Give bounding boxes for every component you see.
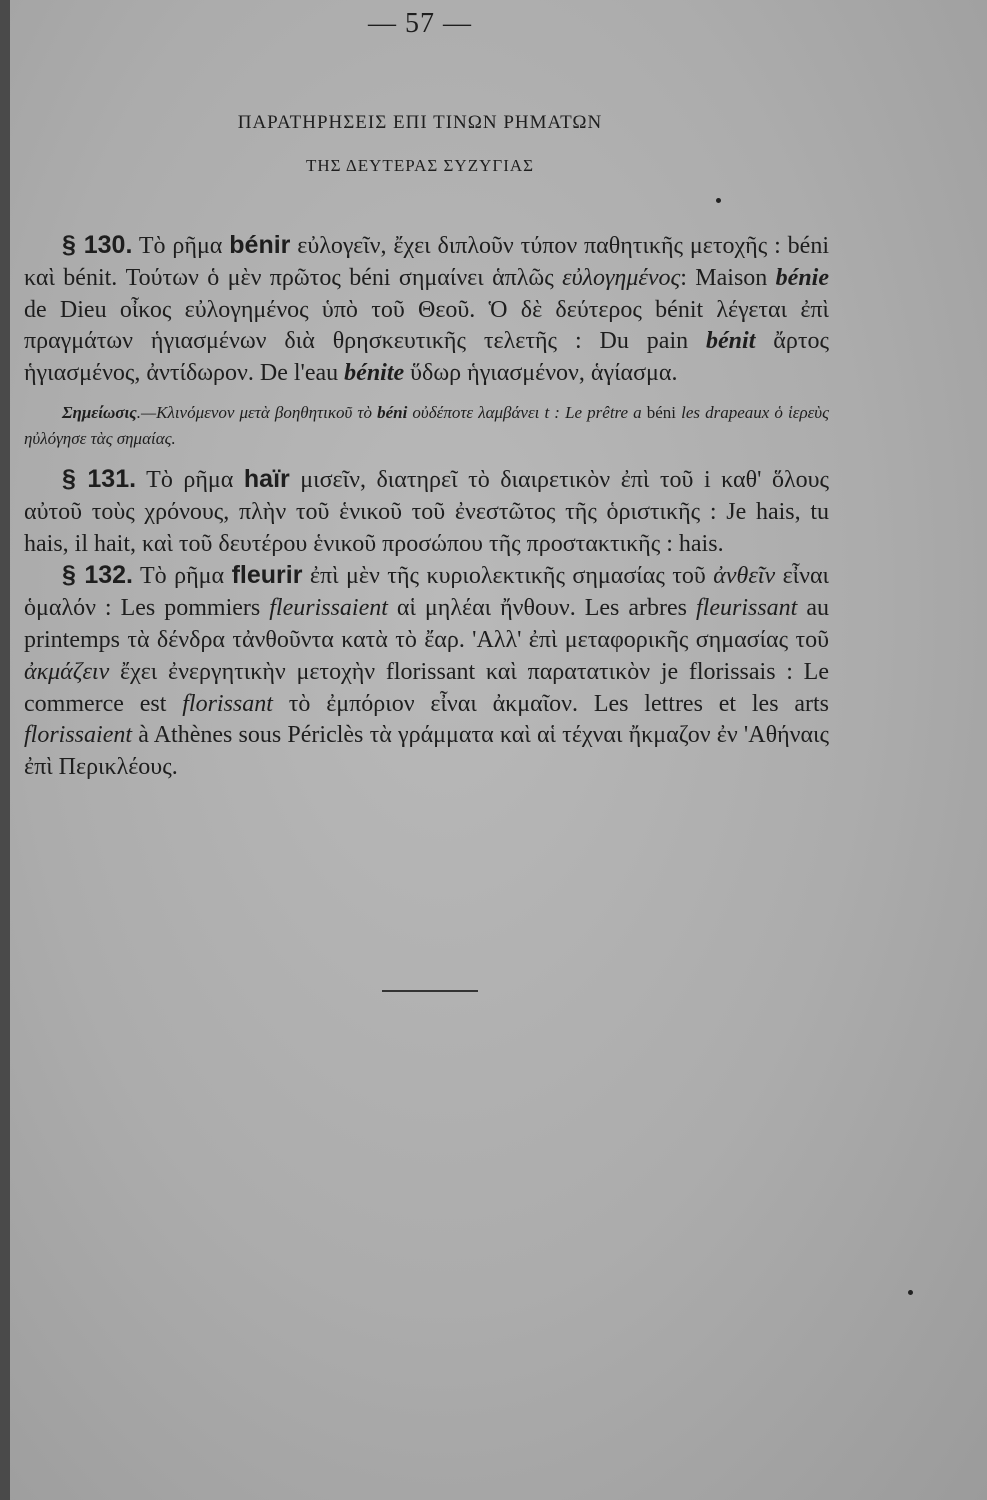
text-run: εἶναι ὁμαλόν : Les pommiers xyxy=(24,563,829,622)
section-mark: § 131. xyxy=(62,464,137,493)
italic-term: ἀνθεῖν xyxy=(713,563,776,590)
heading-line-2: ΤΗΣ ΔΕΥΤΕΡΑΣ ΣΥΖΥΓΙΑΣ xyxy=(305,156,535,175)
bold-italic-term: bénite xyxy=(344,360,405,387)
verb-term: bénir xyxy=(229,231,291,259)
text-run: εὐλογεῖν, ἔχει διπλοῦν τύπον παθητικῆς μετοχῆς : béni καὶ bénit. Τούτων ὁ μὲν πρῶτος béni σημαίνει ἁπλῶς xyxy=(24,233,829,291)
ink-speck xyxy=(908,1290,913,1295)
text-run: au printemps τὰ δένδρα τἀνθοῦντα κατὰ τὸ ἔαρ. 'Αλλ' ἐπὶ μεταφορικῆς σημασίας τοῦ xyxy=(24,595,829,653)
italic-term: εὐλογημένος xyxy=(562,264,681,291)
section-mark: § 130. xyxy=(62,231,133,259)
text-run: : Maison xyxy=(680,264,776,291)
text-run: ἄρτος ἡγιασμένος, ἀντίδωρον. De l'eau xyxy=(24,328,829,387)
text-run: Τὸ ρῆμα xyxy=(132,233,230,259)
text-run: à Athènes sous Périclès τὰ γράμματα καὶ αἱ τέχναι ἤκμαζον ἐν 'Αθήναις ἐπὶ Περικλέους. xyxy=(24,722,829,781)
page-edge-shadow xyxy=(0,0,10,1500)
text-run: Τὸ ρῆμα xyxy=(136,466,244,493)
text-run: .—Κλινόμενον μετὰ βοηθητικοῦ τὸ xyxy=(136,402,378,422)
closing-rule xyxy=(382,990,478,992)
italic-term: florissaient xyxy=(24,722,133,749)
italic-term: fleurissaient xyxy=(269,595,388,622)
italic-term: florissant xyxy=(182,690,273,717)
page-number: — 57 — xyxy=(368,8,472,39)
plain-term: béni xyxy=(646,402,677,422)
paragraph-130 xyxy=(24,230,829,390)
paragraph-132 xyxy=(24,560,829,784)
italic-term: ἀκμάζειν xyxy=(24,658,110,685)
bold-italic-term: bénie xyxy=(775,264,829,291)
text-run: Τὸ ρῆμα xyxy=(132,563,232,590)
text-run: τὸ ἐμπόριον εἶναι ἀκμαῖον. Les lettres et les arts xyxy=(272,690,829,717)
text-run: de Dieu οἶκος εὐλογημένος ὑπὸ τοῦ Θεοῦ. Ὁ δὲ δεύτερος bénit λέγεται ἐπὶ πραγμάτων ἡγιασμένων διὰ θρησκευτικῆς τελετῆς : Du pain xyxy=(24,296,829,355)
note-heading: Σημείωσις xyxy=(62,402,137,422)
paragraph-131 xyxy=(24,464,829,560)
bold-italic-term: bénit xyxy=(706,328,756,355)
heading-line-1: ΠΑΡΑΤΗΡΗΣΕΙΣ ΕΠΙ ΤΙΝΩΝ ΡΗΜΑΤΩΝ xyxy=(237,112,603,133)
text-run: οὐδέποτε λαμβάνει t : Le prêtre a xyxy=(407,402,647,422)
verb-term: fleurir xyxy=(231,561,303,590)
verb-term: haïr xyxy=(243,464,290,493)
text-run: αἱ μηλέαι ἤνθουν. Les arbres xyxy=(387,595,696,622)
ink-speck xyxy=(716,198,721,203)
text-run: μισεῖν, διατηρεῖ τὸ διαιρετικὸν ἐπὶ τοῦ i καθ' ὅλους αὐτοῦ τοὺς χρόνους, πλὴν τοῦ ἑνικοῦ τοῦ ἐνεστῶτος τῆς ὁριστικῆς : Je hais, tu hais, il hait, καὶ τοῦ δευτέρου ἑνικοῦ προσώπου τῆς προστακτικῆς : hais. xyxy=(24,466,830,557)
body-text xyxy=(24,230,829,784)
note-paragraph xyxy=(24,400,829,452)
text-run: ἔχει ἐνεργητικὴν μετοχὴν florissant καὶ παρατατικὸν je florissais : Le commerce est xyxy=(24,658,829,717)
text-run: ὕδωρ ἡγιασμένον, ἁγίασμα. xyxy=(404,360,678,387)
text-run: ἐπὶ μὲν τῆς κυριολεκτικῆς σημασίας τοῦ xyxy=(302,563,714,590)
text-run: les drapeaux ὁ ἱερεὺς ηὐλόγησε τὰς σημαίας. xyxy=(24,402,829,448)
section-mark: § 132. xyxy=(62,561,133,590)
bold-italic-term: béni xyxy=(377,402,408,422)
italic-term: fleurissant xyxy=(696,595,798,622)
